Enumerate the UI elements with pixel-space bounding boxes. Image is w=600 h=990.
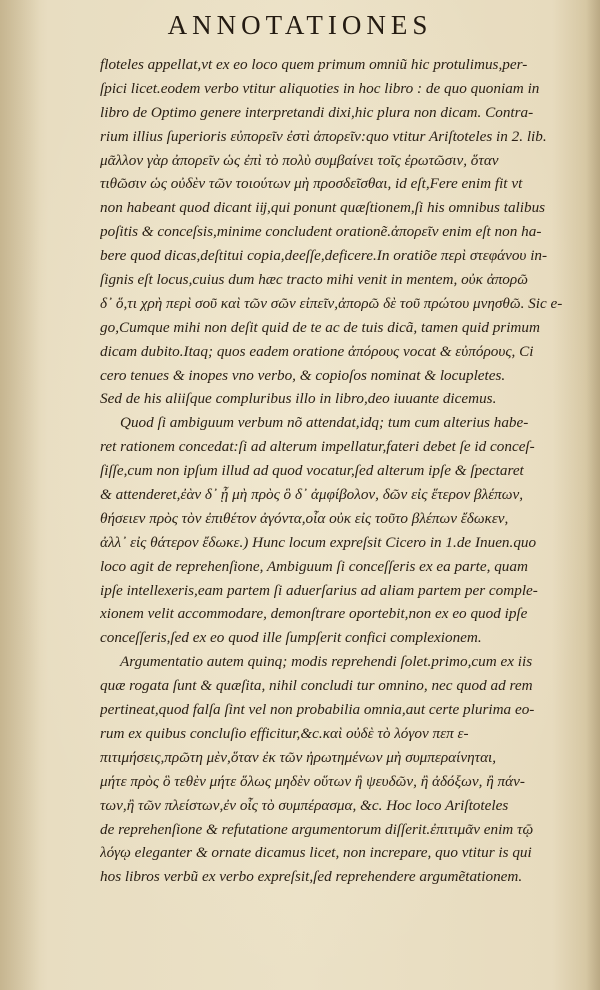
text-line: δ᾽ ὅ,τι χρὴ περὶ σοῦ καὶ τῶν σῶν εἰπεῖν,ἀπορῶ δὲ τοῦ πρώτου μνησθῶ. Sic e- xyxy=(100,294,563,312)
text-line: Argumentatio autem quinq; modis reprehendi ſolet.primo,cum ex iis xyxy=(120,653,533,671)
text-line: poſitis & conceſsis,minime concludent orationẽ.ἀπορεῖν enim eſt non ha- xyxy=(100,223,542,241)
text-line: cero tenues & inopes vno verbo, & copioſos nominat & locupletes. xyxy=(100,366,506,384)
text-line: μήτε πρὸς ὃ τεθὲν μήτε ὅλως μηδὲν οὕτων ἢ ψευδῶν, ἢ ἀδόξων, ἢ πάν- xyxy=(100,772,525,790)
page-edge-shadow xyxy=(0,0,40,990)
text-line: μᾶλλον γὰρ ἀπορεῖν ὡς ἐπὶ τὸ πολὺ συμβαίνει τοῖς ἐρωτῶσιν, ὅταν xyxy=(100,151,499,169)
text-line: πιτιμήσεις,πρῶτη μὲν,ὅταν ἐκ τῶν ἠρωτημένων μὴ συμπεραίνηται, xyxy=(100,748,497,766)
text-line: quæ rogata ſunt & quæſita, nihil concludi tur omnino, nec quod ad rem xyxy=(100,677,533,695)
text-line: Sed de his aliiſque compluribus illo in libro,deo iuuante dicemus. xyxy=(100,390,497,408)
page-binding-shadow xyxy=(586,0,600,990)
text-line: ipſe intellexeris,eam partem ſi aduerſarius ad aliam partem per comple- xyxy=(100,581,538,599)
text-line: loco agit de reprehenſione, Ambiguum ſi conceſſeris ex ea parte, quam xyxy=(100,557,528,575)
text-line: de reprehenſione & refutatione argumentorum diſſerit.ἐπιτιμᾶν enim τῷ xyxy=(100,820,534,838)
text-line: ἀλλ᾽ εἰς θάτερον ἔδωκε.) Hunc locum expreſsit Cicero in 1.de Inuen.quo xyxy=(100,533,537,551)
text-line: & attenderet,ἐὰν δ᾽ ᾖ μὴ πρὸς ὃ δ᾽ ἀμφίβολον, δῶν εἰς ἕτερον βλέπων, xyxy=(100,486,524,504)
text-line: λόγῳ eleganter & ornate dicamus licet, non increpare, quo vtitur is qui xyxy=(100,844,532,862)
text-line: floteles appellat,vt ex eo loco quem primum omniũ hic protulimus,per- xyxy=(100,56,528,73)
text-block xyxy=(100,53,576,889)
text-line: rum ex quibus concluſio efficitur,&c.καὶ οὐδὲ τὸ λόγον πεπ ε- xyxy=(100,724,469,742)
text-line: go,Cumque mihi non deſit quid de te ac de tuis dicã, tamen quid primum xyxy=(100,318,540,336)
text-line: των,ἢ τῶν πλείστων,ἐν οἷς τὸ συμπέρασμα, &c. Hoc loco Ariſtoteles xyxy=(100,796,509,814)
text-line: ſiſſe,cum non ipſum illud ad quod vocatur,ſed alterum ipſe & ſpectaret xyxy=(100,462,524,480)
text-line: ſpici licet.eodem verbo vtitur aliquoties in hoc libro : de quo quoniam in xyxy=(100,79,540,97)
text-line: pertineat,quod falſa ſint vel non probabilia omnia,aut certe plurima eo- xyxy=(100,701,535,719)
text-line: ſignis eſt locus,cuius dum hæc tracto mihi venit in mentem, οὐκ ἀπορῶ xyxy=(100,271,528,289)
text-line: libro de Optimo genere interpretandi dixi,hic plura non dicam. Contra- xyxy=(100,103,534,121)
text-line: Quod ſi ambiguum verbum nõ attendat,idq; tum cum alterius habe- xyxy=(120,414,529,432)
text-line: θήσειεν πρὸς τὸν ἐπιθέτον ἀγόντα,οἷα οὐκ εἰς τοῦτο βλέπων ἔδωκεν, xyxy=(100,509,509,527)
text-line: non habeant quod dicant iĳ,qui ponunt quæſtionem,ſi his omnibus talibus xyxy=(100,199,546,217)
text-line: ret rationem concedat:ſi ad alterum impellatur,fateri debet ſe id conceſ- xyxy=(100,438,535,456)
text-line: dicam dubito.Itaq; quos eadem oratione ἀπόρους vocat & εὐπόρους, Ci xyxy=(100,342,534,360)
text-line: bere quod dicas,deſtitui copia,deeſſe,deficere.In oratiõe περὶ στεφάνου in- xyxy=(100,247,548,265)
running-header: ANNOTATIONES xyxy=(167,10,433,40)
text-line: xionem velit accommodare, demonſtrare oportebit,non ex eo quod ipſe xyxy=(100,605,528,623)
text-line: hos libros verbũ ex verbo expreſsit,ſed reprehendere argumẽtationem. xyxy=(100,868,523,886)
text-line: rium illius ſuperioris εὐπορεῖν ἐστὶ ἀπορεῖν:quo vtitur Ariſtoteles in 2. lib. xyxy=(100,127,547,145)
text-line: conceſſeris,ſed ex eo quod ille ſumpſerit confici complexionem. xyxy=(100,629,482,647)
text-line: τιθῶσιν ὡς οὐδὲν τῶν τοιούτων μὴ προσδεῖσθαι, id eſt,Fere enim fit vt xyxy=(100,175,523,193)
